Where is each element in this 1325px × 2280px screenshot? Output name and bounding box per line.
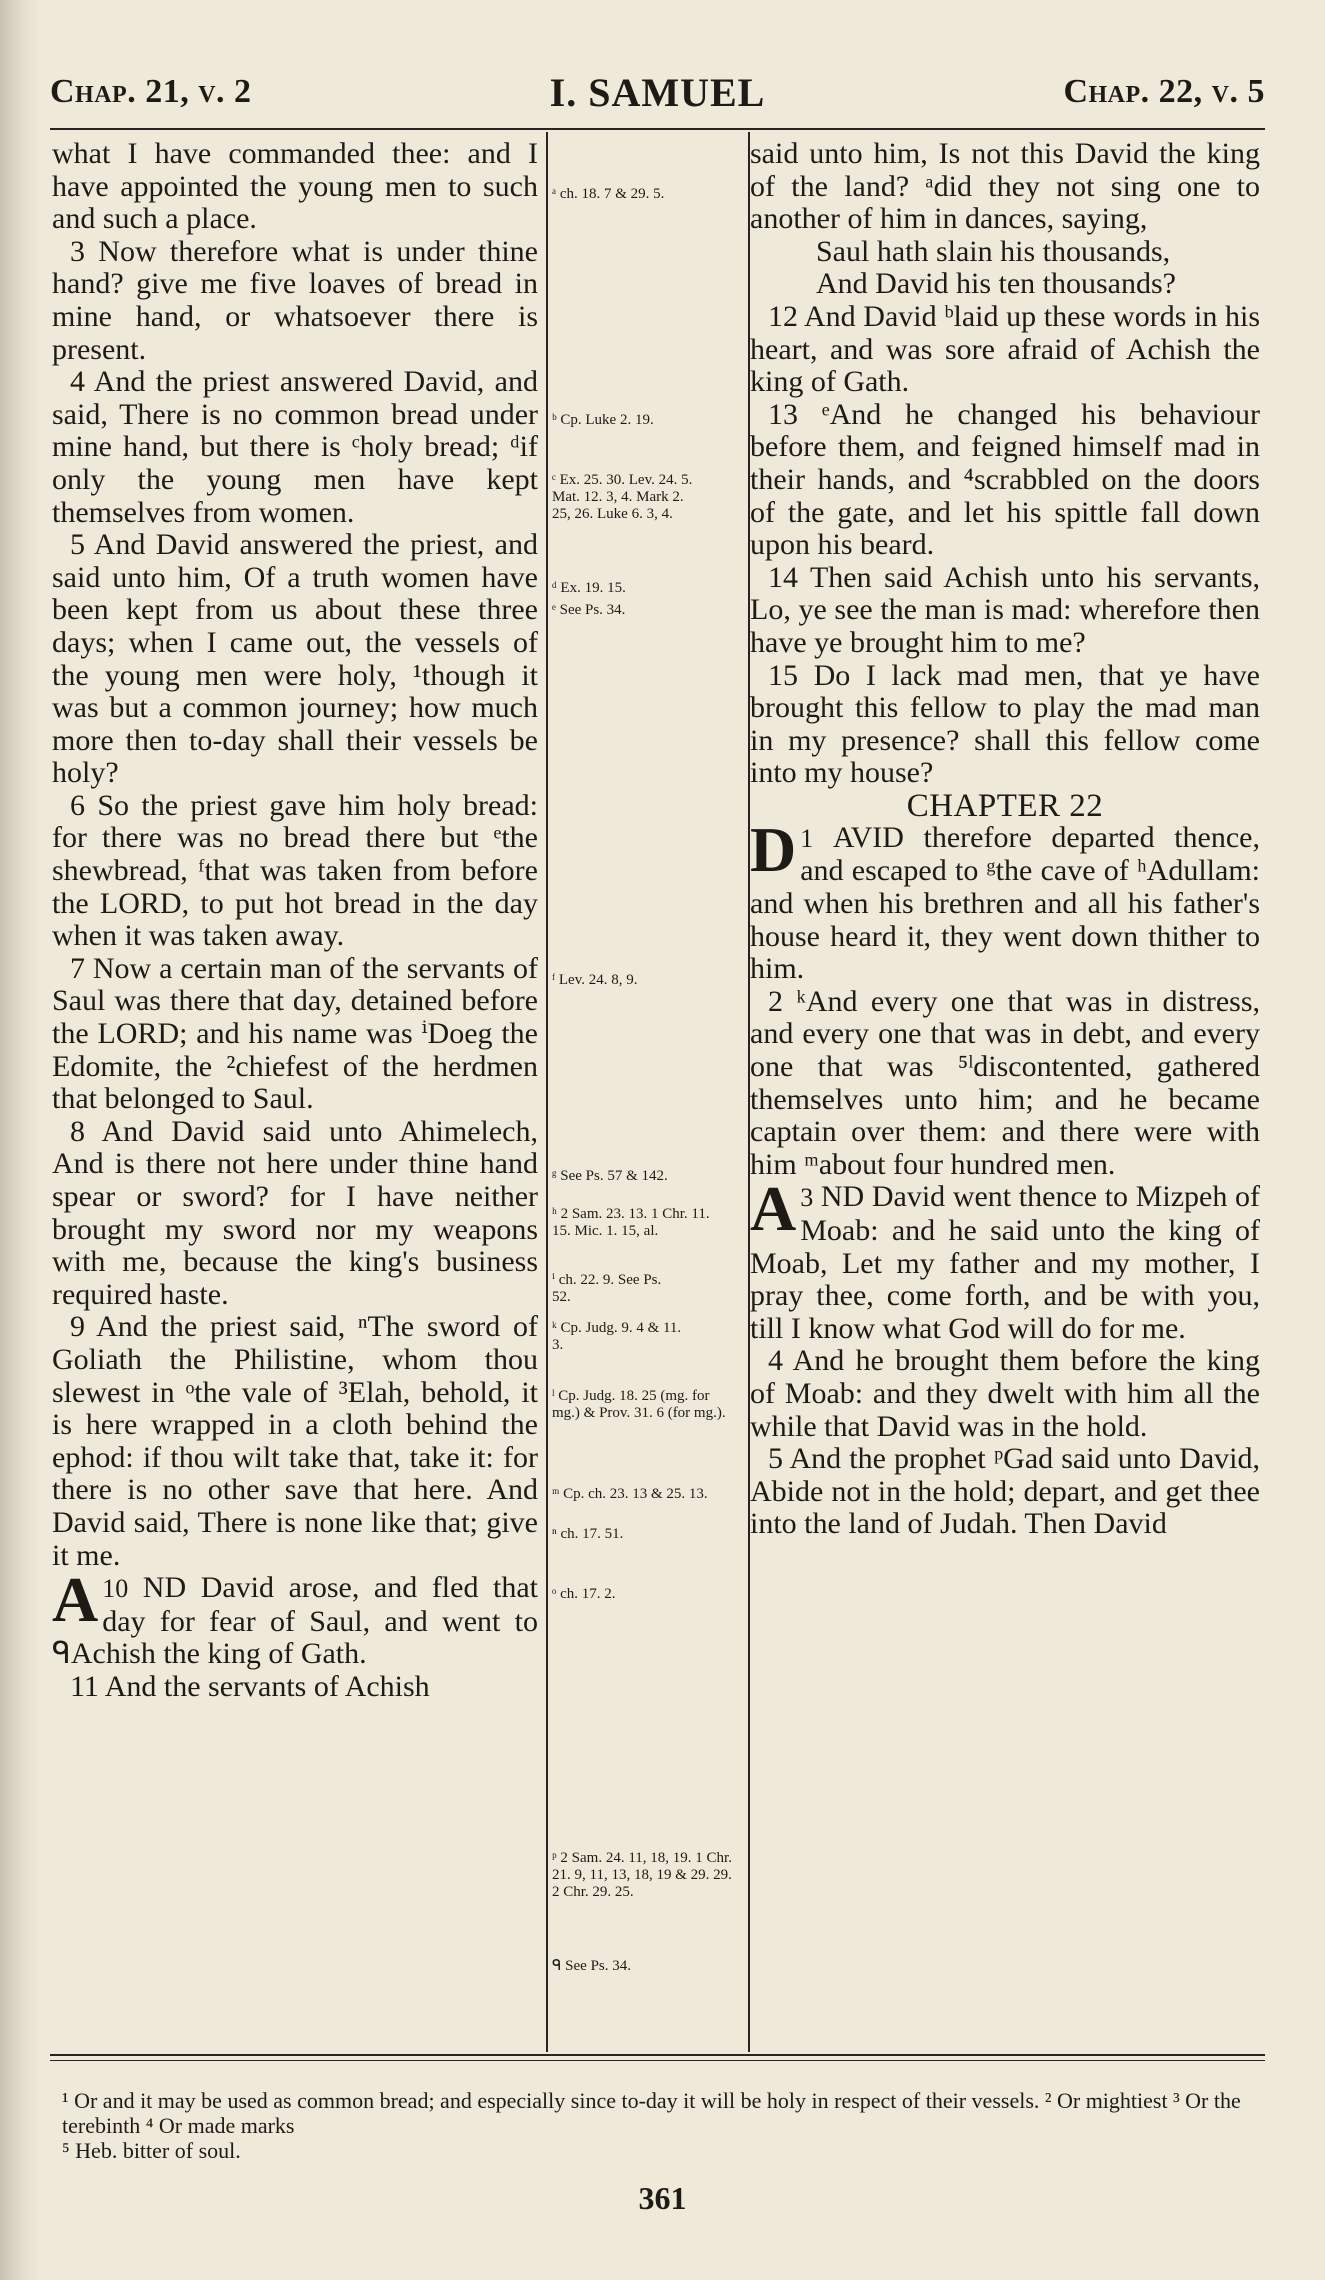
ref-m: ᵐ Cp. ch. 23. 13 & 25. 13. [552, 1486, 708, 1502]
ref-i: ⁱ ch. 22. 9. See Ps. 52. [552, 1272, 662, 1305]
poem-line-1: Saul hath slain his thousands, [816, 234, 1171, 268]
footnote-1-4: ¹ Or and it may be used as common bread; and especially since to-day it will be holy in respect of their vessels. ² Or mightiest ³ Or the terebinth ⁴ Or made marks [62, 2088, 1241, 2138]
left-column-rule [546, 132, 548, 2052]
verse-10 [52, 1564, 539, 1671]
page-gutter-shadow [0, 0, 40, 2280]
header-book-title: I. SAMUEL [549, 69, 766, 115]
ref-c: ᶜ Ex. 25. 30. Lev. 24. 5. Mat. 12. 3, 4. Mark 2. 25, 26. Luke 6. 3, 4. [552, 472, 693, 522]
ref-p: ᵖ 2 Sam. 24. 11, 18, 19. 1 Chr. 21. 9, 11, 13, 18, 19 & 29. 29. 2 Chr. 29. 25. [552, 1850, 732, 1900]
verse-3: 3 Now therefore what is under thine hand? give me five loaves of bread in mine hand, or whatsoever there is present. [52, 234, 538, 366]
verse-22-1-number: 1 [800, 823, 814, 853]
verse-continuation: what I have commanded thee: and I have appointed the young men to such and such a place. [52, 137, 538, 236]
chapter-22-verse-3 [750, 1173, 1260, 1345]
footnote-rule [50, 2054, 1265, 2056]
ref-l: ˡ Cp. Judg. 18. 25 (mg. for mg.) & Prov. 31. 6 (for mg.). [552, 1388, 726, 1421]
verse-13: 13 ᵉAnd he changed his behaviour before them, and feigned himself mad in their hands, and ⁴scrabbled on the doors of the gate, and let his spittle fall down upon his beard. [750, 397, 1260, 562]
verse-5: 5 And David answered the priest, and said unto him, Of a truth women have been kept from us about these three days; when I came out, the vessels of the young men were holy, ¹though it was but a common journey; how much more then to-day shall their vessels be holy? [52, 528, 538, 790]
chapter-heading: CHAPTER 22 [906, 787, 1104, 824]
verse-10-dropcap: A [52, 1564, 99, 1636]
chapter-22-verse-5: 5 And the prophet ᵖGad said unto David, Abide not in the hold; depart, and get thee into the land of Judah. Then David [750, 1442, 1260, 1541]
verse-11: 11 And the servants of Achish [70, 1669, 430, 1703]
verse-14: 14 Then said Achish unto his servants, Lo, ye see the man is mad: wherefore then have ye brought him to me? [750, 560, 1260, 659]
page-number: 361 [638, 2180, 687, 2216]
verse-7: 7 Now a certain man of the servants of Saul was there that day, detained before the LORD; and his name was ⁱDoeg the Edomite, the ²chiefest of the herdmen that belonged to Saul. [52, 951, 538, 1116]
header-rule [50, 128, 1265, 130]
ref-e: ᵉ See Ps. 34. [552, 602, 626, 618]
verse-4: 4 And the priest answered David, and said, There is no common bread under mine hand, but there is ᶜholy bread; ᵈif only the young men have kept themselves from women. [52, 365, 538, 529]
running-header [50, 62, 1265, 122]
verse-22-3-text: ND David went thence to Mizpeh of Moab: and he said unto the king of Moab, Let my father and my mother, I pray thee, come forth, and be with you, till I know what God will do for me. [750, 1180, 1260, 1345]
verse-10-number: 10 [102, 1574, 129, 1604]
verse-6: 6 So the priest gave him holy bread: for there was no bread there but ᵉthe shewbread, ᶠthat was taken from before the LORD, to put hot bread in the day when it was taken away. [52, 788, 538, 953]
ref-f: ᶠ Lev. 24. 8, 9. [552, 972, 638, 988]
verse-10-text: ND David arose, and fled that day for fear of Saul, and went to ᑫAchish the king of Gath. [52, 1571, 539, 1671]
ref-k: ᵏ Cp. Judg. 9. 4 & 11. 3. [552, 1320, 682, 1353]
chapter-22-verse-4: 4 And he brought them before the king of Moab: and they dwelt with him all the while that David was in the hold. [750, 1344, 1260, 1443]
chapter-22-verse-2: 2 ᵏAnd every one that was in distress, and every one that was in debt, and every one that was ⁵ˡdiscontented, gathered themselves unto him; and he became captain over them: and there were with him ᵐabout four hundred men. [750, 984, 1260, 1181]
verse-9: 9 And the priest said, ⁿThe sword of Goliath the Philistine, whom thou slewest in ᵒthe vale of ³Elah, behold, it is here wrapped in a cloth behind the ephod: if thou wilt take that, take it: for there is no other save that here. And David said, There is none like that; give it me. [52, 1310, 538, 1572]
verse-11-continuation: said unto him, Is not this David the king of the land? ᵃdid they not sing one to another of him in dances, saying, [750, 137, 1260, 236]
ref-g: ᵍ See Ps. 57 & 142. [552, 1168, 668, 1184]
verse-8: 8 And David said unto Ahimelech, And is there not here under thine hand spear or sword? for I have neither brought my sword nor my weapons with me, because the king's business required haste. [52, 1114, 538, 1311]
left-text-column [52, 138, 538, 1704]
ref-a: ᵃ ch. 18. 7 & 29. 5. [552, 186, 665, 202]
verse-15: 15 Do I lack mad men, that ye have brought this fellow to play the mad man in my presence? shall this fellow come into my house? [750, 658, 1260, 790]
ref-q: ᑫ See Ps. 34. [552, 1958, 632, 1974]
ref-n: ⁿ ch. 17. 51. [552, 1526, 624, 1542]
verse-22-3-number: 3 [800, 1183, 814, 1213]
header-right-chapter: Chap. 22, v. 5 [1063, 73, 1265, 110]
ref-h: ʰ 2 Sam. 23. 13. 1 Chr. 11. 15. Mic. 1. 15, al. [552, 1206, 710, 1239]
ref-o: ᵒ ch. 17. 2. [552, 1586, 616, 1602]
verse-22-1-dropcap: D [750, 813, 797, 885]
footnote-rule-thin [50, 2060, 1265, 2061]
verse-22-1-text: AVID therefore departed thence, and escaped to ᵍthe cave of ʰAdullam: and when his brethren and all his father's house heard it, they went down thither to him. [750, 820, 1260, 986]
right-text-column [750, 138, 1260, 1541]
poem-line-2: And David his ten thousands? [816, 267, 1176, 301]
chapter-22-verse-1 [750, 813, 1260, 986]
verse-12: 12 And David ᵇlaid up these words in his heart, and was sore afraid of Achish the king of Gath. [750, 299, 1260, 399]
footnotes [62, 2088, 1267, 2163]
ref-b: ᵇ Cp. Luke 2. 19. [552, 412, 654, 428]
footnote-5: ⁵ Heb. bitter of soul. [62, 2138, 241, 2163]
ref-d: ᵈ Ex. 19. 15. [552, 580, 626, 596]
header-left-chapter: Chap. 21, v. 2 [50, 73, 252, 110]
verse-22-3-dropcap: A [750, 1173, 797, 1245]
